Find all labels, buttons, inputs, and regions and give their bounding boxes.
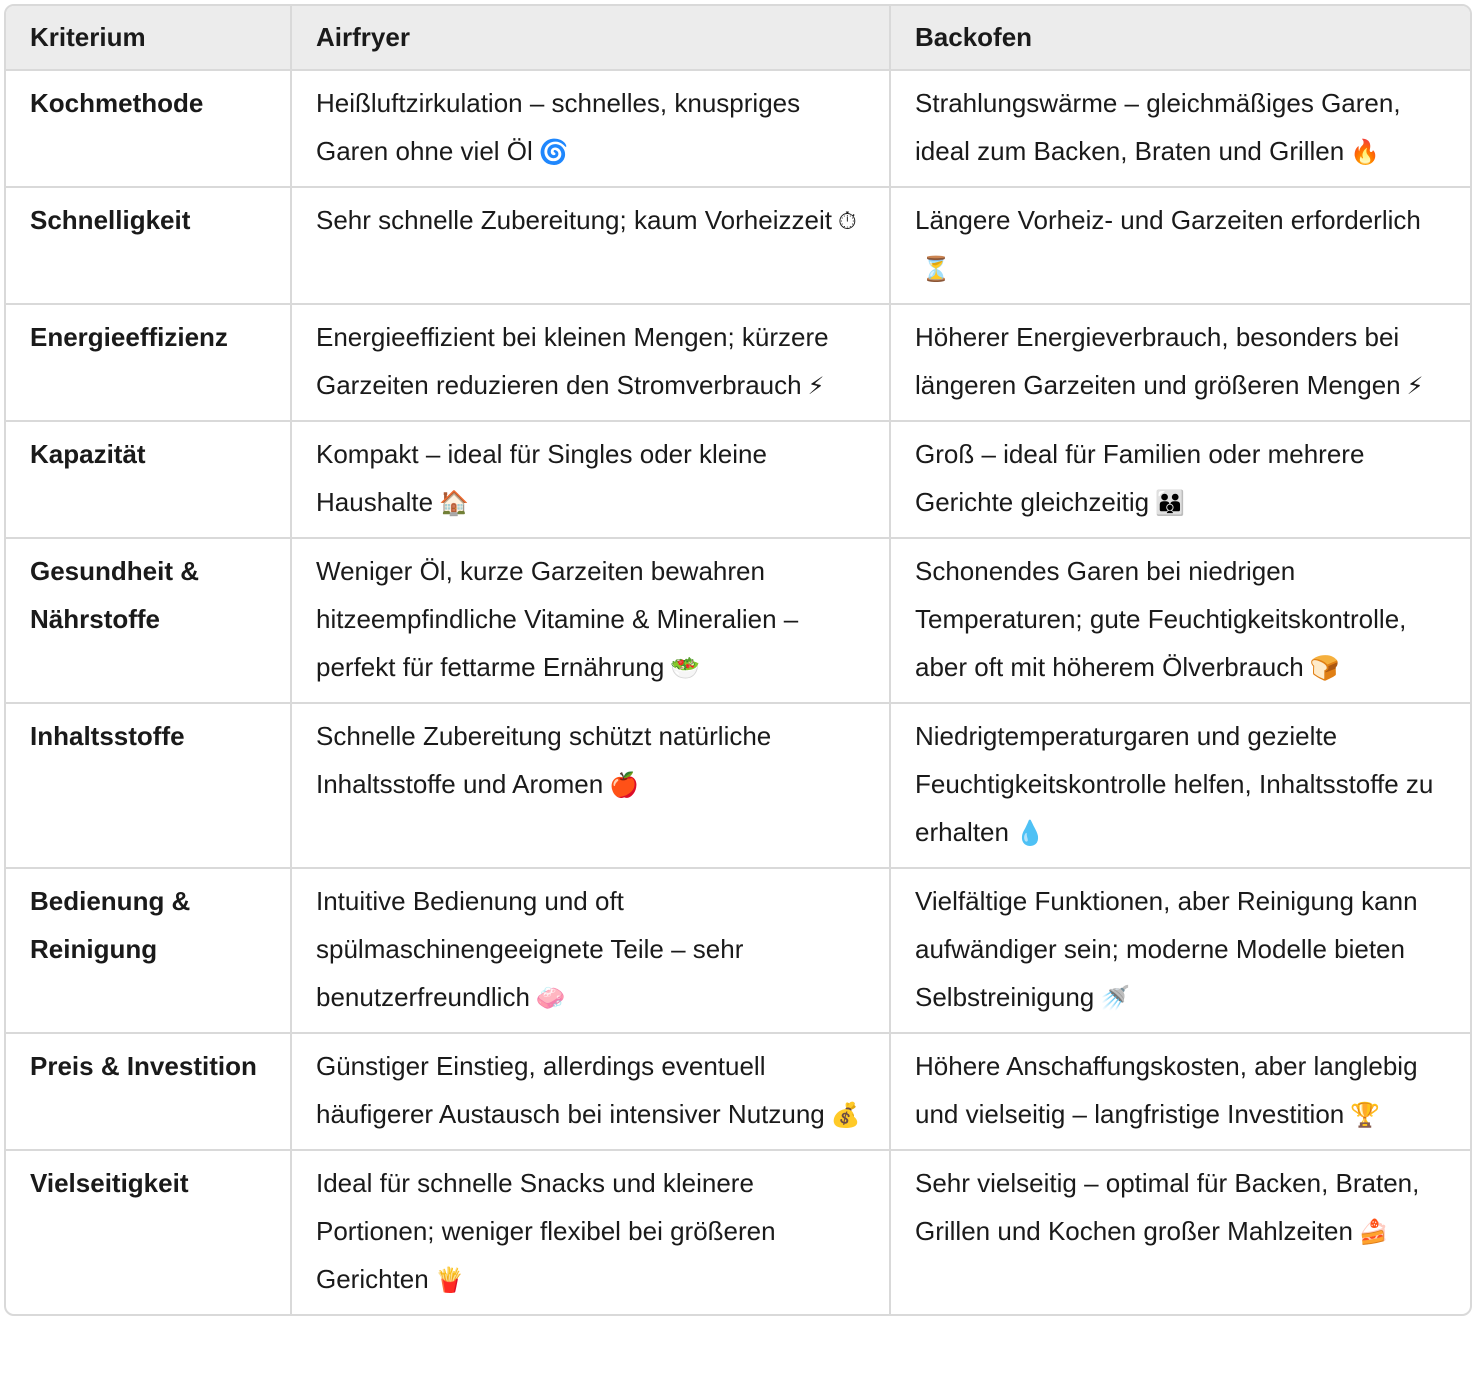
house-icon: 🏠 xyxy=(439,489,469,517)
row-bedienung xyxy=(6,868,1470,1033)
airfryer-text: Heißluftzirkulation – schnelles, knuspriges Garen ohne viel Öl xyxy=(316,88,801,166)
airfryer-cell xyxy=(291,70,890,187)
backofen-text: Groß – ideal für Familien oder mehrere Gerichte gleichzeitig xyxy=(915,439,1365,517)
trophy-icon: 🏆 xyxy=(1350,1101,1381,1129)
table-body xyxy=(6,70,1470,1314)
bread-icon: 🍞 xyxy=(1309,654,1340,682)
airfryer-text: Energieeffizient bei kleinen Mengen; kürzere Garzeiten reduzieren den Stromverbrauch xyxy=(316,322,829,400)
criterion-cell: Energieeffizienz xyxy=(6,304,291,421)
airfryer-text: Sehr schnelle Zubereitung; kaum Vorheizzeit xyxy=(316,205,832,235)
row-inhaltsstoffe xyxy=(6,703,1470,868)
row-vielseitigkeit xyxy=(6,1150,1470,1314)
apple-icon: 🍎 xyxy=(609,771,640,799)
airfryer-cell xyxy=(291,1150,890,1314)
comparison-table-container xyxy=(4,4,1472,1316)
airfryer-cell xyxy=(291,538,890,703)
backofen-cell xyxy=(890,70,1470,187)
airfryer-text: Günstiger Einstieg, allerdings eventuell häufigerer Austausch bei intensiver Nutzung xyxy=(316,1051,825,1129)
criterion-cell: Kochmethode xyxy=(6,70,291,187)
backofen-cell xyxy=(890,421,1470,538)
airfryer-cell xyxy=(291,868,890,1033)
backofen-cell xyxy=(890,187,1470,304)
backofen-text: Sehr vielseitig – optimal für Backen, Braten, Grillen und Kochen großer Mahlzeiten xyxy=(915,1168,1420,1246)
header-backofen: Backofen xyxy=(890,6,1470,70)
backofen-cell xyxy=(890,538,1470,703)
airfryer-text: Kompakt – ideal für Singles oder kleine Haushalte xyxy=(316,439,767,517)
criterion-cell: Vielseitigkeit xyxy=(6,1150,291,1314)
header-row xyxy=(6,6,1470,70)
backofen-cell xyxy=(890,1033,1470,1150)
row-kapazitaet xyxy=(6,421,1470,538)
airfryer-text: Weniger Öl, kurze Garzeiten bewahren hitzeempfindliche Vitamine & Mineralien – perfekt für fettarme Ernährung xyxy=(316,556,799,682)
airfryer-cell xyxy=(291,703,890,868)
lightning-icon: ⚡ xyxy=(1406,372,1424,400)
header-airfryer: Airfryer xyxy=(291,6,890,70)
fire-icon: 🔥 xyxy=(1350,138,1381,166)
backofen-text: Höhere Anschaffungskosten, aber langlebig und vielseitig – langfristige Investition xyxy=(915,1051,1418,1129)
shower-icon: 🚿 xyxy=(1100,984,1131,1012)
row-energieeffizienz xyxy=(6,304,1470,421)
backofen-cell xyxy=(890,304,1470,421)
backofen-cell xyxy=(890,703,1470,868)
airfryer-text: Schnelle Zubereitung schützt natürliche Inhaltsstoffe und Aromen xyxy=(316,721,772,799)
row-preis xyxy=(6,1033,1470,1150)
cyclone-icon: 🌀 xyxy=(538,138,569,166)
criterion-cell: Preis & Investition xyxy=(6,1033,291,1150)
comparison-table xyxy=(6,6,1470,1314)
row-schnelligkeit xyxy=(6,187,1470,304)
soap-icon: 🧼 xyxy=(535,984,566,1012)
backofen-text: Längere Vorheiz- und Garzeiten erforderlich xyxy=(915,205,1421,235)
backofen-cell xyxy=(890,868,1470,1033)
backofen-text: Niedrigtemperaturgaren und gezielte Feuchtigkeitskontrolle helfen, Inhaltsstoffe zu erhalten xyxy=(915,721,1434,847)
backofen-text: Vielfältige Funktionen, aber Reinigung kann aufwändiger sein; moderne Modelle bieten Selbstreinigung xyxy=(915,886,1418,1012)
criterion-cell: Inhaltsstoffe xyxy=(6,703,291,868)
criterion-cell: Bedienung & Reinigung xyxy=(6,868,291,1033)
salad-icon: 🥗 xyxy=(670,654,701,682)
lightning-icon: ⚡ xyxy=(807,372,825,400)
money-bag-icon: 💰 xyxy=(830,1101,861,1129)
airfryer-text: Ideal für schnelle Snacks und kleinere Portionen; weniger flexibel bei größeren Gerichten xyxy=(316,1168,776,1294)
airfryer-cell xyxy=(291,1033,890,1150)
fries-icon: 🍟 xyxy=(434,1266,465,1294)
row-gesundheit xyxy=(6,538,1470,703)
backofen-cell xyxy=(890,1150,1470,1314)
criterion-cell: Schnelligkeit xyxy=(6,187,291,304)
airfryer-cell xyxy=(291,421,890,538)
airfryer-cell xyxy=(291,304,890,421)
row-kochmethode xyxy=(6,70,1470,187)
backofen-text: Schonendes Garen bei niedrigen Temperaturen; gute Feuchtigkeitskontrolle, aber oft mit höherem Ölverbrauch xyxy=(915,556,1407,682)
airfryer-text: Intuitive Bedienung und oft spülmaschinengeeignete Teile – sehr benutzerfreundlich xyxy=(316,886,744,1012)
table-header xyxy=(6,6,1470,70)
backofen-text: Strahlungswärme – gleichmäßiges Garen, ideal zum Backen, Braten und Grillen xyxy=(915,88,1401,166)
droplet-icon: 💧 xyxy=(1014,819,1045,847)
stopwatch-icon: ⏱ xyxy=(837,207,857,235)
criterion-cell: Kapazität xyxy=(6,421,291,538)
header-criterion: Kriterium xyxy=(6,6,291,70)
family-icon: 👪 xyxy=(1155,489,1186,517)
backofen-text: Höherer Energieverbrauch, besonders bei längeren Garzeiten und größeren Mengen xyxy=(915,322,1401,400)
criterion-cell: Gesundheit & Nährstoffe xyxy=(6,538,291,703)
airfryer-cell xyxy=(291,187,890,304)
hourglass-icon: ⏳ xyxy=(921,255,951,283)
cake-icon: 🍰 xyxy=(1358,1218,1389,1246)
